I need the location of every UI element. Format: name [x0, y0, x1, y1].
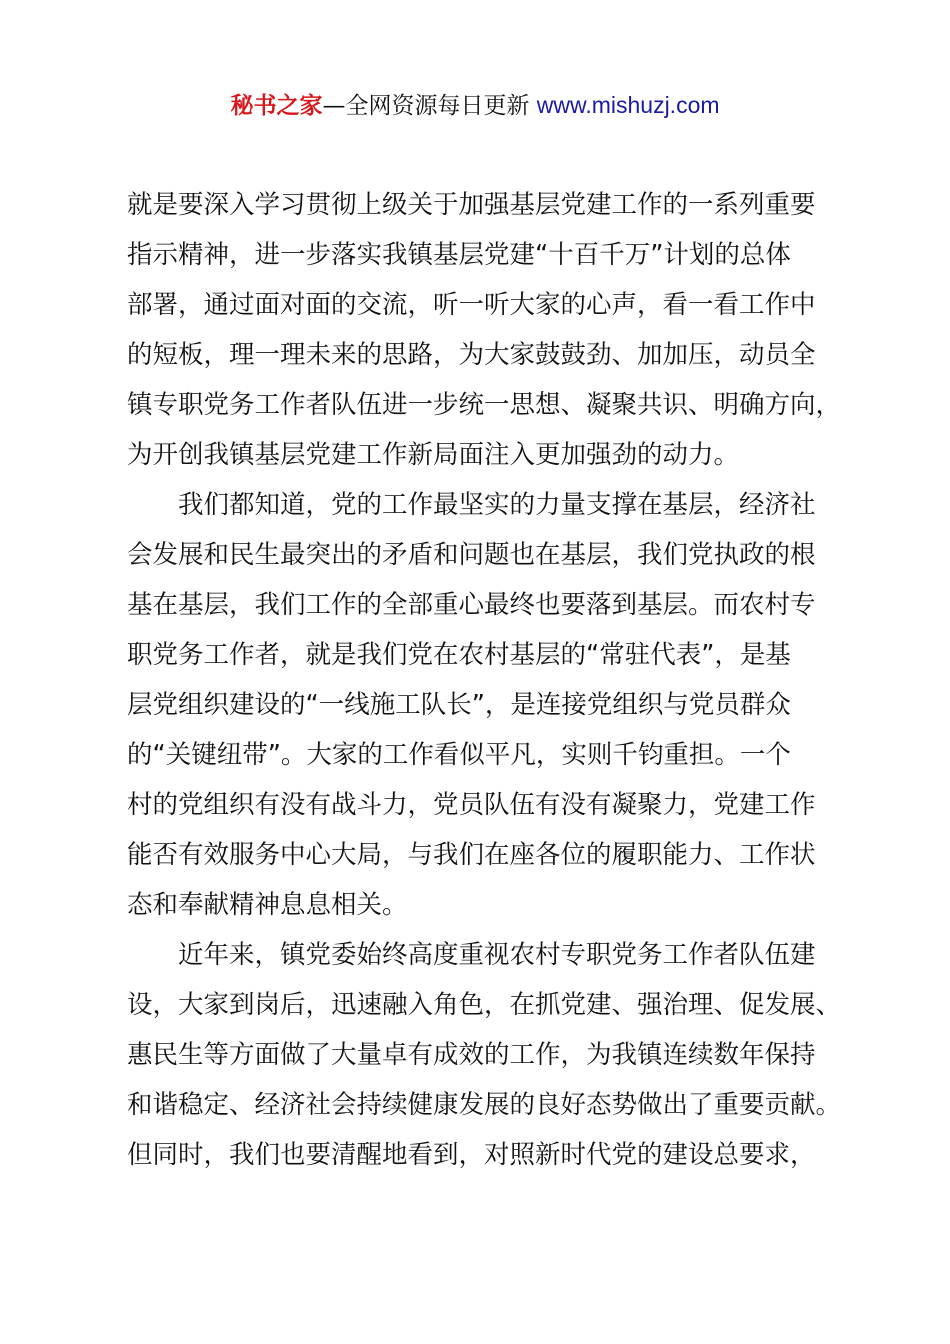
- text-line: 但同时，我们也要清醒地看到，对照新时代党的建设总要求，: [127, 1140, 816, 1170]
- text-line: 基在基层，我们工作的全部重心最终也要落到基层。而农村专: [127, 590, 816, 620]
- text-line: 的短板，理一理未来的思路，为大家鼓鼓劲、加加压，动员全: [127, 340, 816, 370]
- brand-name: 秘书之家: [230, 93, 323, 119]
- text-line: 层党组织建设的“一线施工队长”，是连接党组织与党员群众: [127, 690, 791, 720]
- text-line: 指示精神，进一步落实我镇基层党建“十百千万”计划的总体: [127, 240, 791, 270]
- paragraph-start-line: 近年来，镇党委始终高度重视农村专职党务工作者队伍建: [178, 940, 816, 970]
- text-line: 村的党组织有没有战斗力，党员队伍有没有凝聚力，党建工作: [127, 790, 816, 820]
- text-line: 职党务工作者，就是我们党在农村基层的“常驻代表”，是基: [127, 640, 791, 670]
- paragraph-start-line: 我们都知道，党的工作最坚实的力量支撑在基层，经济社: [178, 490, 816, 520]
- page-header: [0, 87, 950, 124]
- text-line: 为开创我镇基层党建工作新局面注入更加强劲的动力。: [127, 440, 740, 470]
- text-line: 和谐稳定、经济社会持续健康发展的良好态势做出了重要贡献。: [127, 1090, 842, 1120]
- text-line: 就是要深入学习贯彻上级关于加强基层党建工作的一系列重要: [127, 190, 816, 220]
- text-line: 的“关键纽带”。大家的工作看似平凡，实则千钧重担。一个: [127, 740, 791, 770]
- header-tagline: —全网资源每日更新: [322, 93, 537, 119]
- text-line: 部署，通过面对面的交流，听一听大家的心声，看一看工作中: [127, 290, 816, 320]
- text-line: 能否有效服务中心大局，与我们在座各位的履职能力、工作状: [127, 840, 816, 870]
- text-line: 镇专职党务工作者队伍进一步统一思想、凝聚共识、明确方向，: [127, 390, 842, 420]
- text-line: 会发展和民生最突出的矛盾和问题也在基层，我们党执政的根: [127, 540, 816, 570]
- document-body: [127, 180, 842, 1180]
- site-url: www.mishuzj.com: [536, 92, 720, 118]
- text-line: 态和奉献精神息息相关。: [127, 890, 408, 920]
- text-line: 设，大家到岗后，迅速融入角色，在抓党建、强治理、促发展、: [127, 990, 842, 1020]
- text-line: 惠民生等方面做了大量卓有成效的工作，为我镇连续数年保持: [127, 1040, 816, 1070]
